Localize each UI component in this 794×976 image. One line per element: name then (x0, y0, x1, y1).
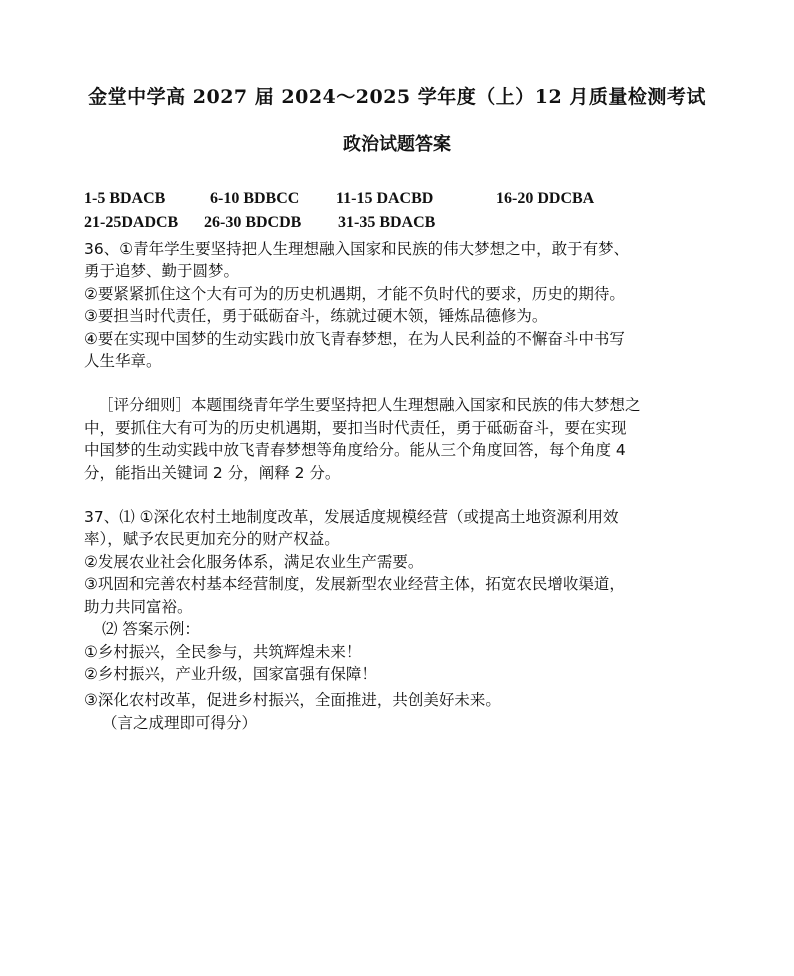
q36-line: 人生华章。 (84, 352, 162, 371)
q36-line: ④要在实现中国梦的生动实践巾放飞青春梦想，在为人民利益的不懈奋斗中书写 (84, 329, 625, 348)
q37-example: ①乡村振兴，全民参与，共筑辉煌未来！ (84, 642, 362, 661)
answer-group-11-15: 11-15 DACBD (336, 190, 434, 207)
scoring-line: 中，要抓住大有可为的历史机遇期，要扣当时代责任，勇于砥砺奋斗，要在实现 (84, 418, 627, 437)
document-subtitle: 政治试题答案 (343, 134, 451, 155)
q37-line: 37、⑴ ①深化农村土地制度改革，发展适度规模经营（或提高土地资源利用效 (84, 508, 619, 527)
q37-example: ③深化农村改革，促进乡村振兴，全面推进，共创美好未来。 (84, 691, 501, 710)
document-title: 金堂中学高 2027 届 2024～2025 学年度（上）12 月质量检测考试 (88, 86, 706, 108)
q36-scoring-rules (84, 394, 720, 484)
spacer (84, 484, 720, 506)
multiple-choice-answers (84, 190, 724, 238)
q36-line: ③要担当时代责任，勇于砥砺奋斗，练就过硬木领，锤炼品德修为。 (84, 307, 548, 326)
q36-line: 勇于追梦、勤于圆梦。 (84, 262, 240, 281)
q37-note: （言之成理即可得分） (102, 713, 258, 732)
answer-group-26-30: 26-30 BDCDB (204, 214, 302, 231)
scoring-line: 中国梦的生动实践中放飞青春梦想等角度给分。能从三个角度回答，每个角度 4 (84, 441, 626, 460)
answer-group-21-25: 21-25DADCB (84, 214, 179, 231)
answer-row-2 (84, 214, 724, 238)
answer-group-16-20: 16-20 DDCBA (496, 190, 595, 207)
scoring-line: 分，能指出关键词 2 分，阐释 2 分。 (84, 463, 341, 482)
q37-line: 助力共同富裕。 (84, 597, 193, 616)
answer-body (84, 238, 720, 734)
q37-example: ②乡村振兴，产业升级，国家富强有保障！ (84, 664, 377, 683)
question-36 (84, 238, 720, 372)
q37-line: ②发展农业社会化服务体系，满足农业生产需要。 (84, 552, 424, 571)
answer-row-1 (84, 190, 724, 214)
spacer (84, 372, 720, 394)
q37-line: ③巩固和完善农村基本经营制度，发展新型农业经营主体，拓宽农民增收渠道， (84, 575, 625, 594)
q36-line: 36、①青年学生要坚持把人生理想融入国家和民族的伟大梦想之中，敢于有梦、 (84, 240, 630, 258)
answer-group-1-5: 1-5 BDACB (84, 190, 166, 207)
q37-line: 率），赋予农民更加充分的财产权益。 (84, 530, 340, 549)
question-37 (84, 506, 720, 734)
q37-part2-heading: ⑵ 答案示例： (102, 620, 200, 639)
answer-group-31-35: 31-35 BDACB (338, 214, 436, 231)
answer-group-6-10: 6-10 BDBCC (210, 190, 300, 207)
scoring-line: ［评分细则］本题围绕青年学生要坚持把人生理想融入国家和民族的伟大梦想之 (98, 396, 641, 415)
q36-line: ②要紧紧抓住这个大有可为的历史机遇期，才能不负时代的要求，历史的期待。 (84, 284, 625, 303)
